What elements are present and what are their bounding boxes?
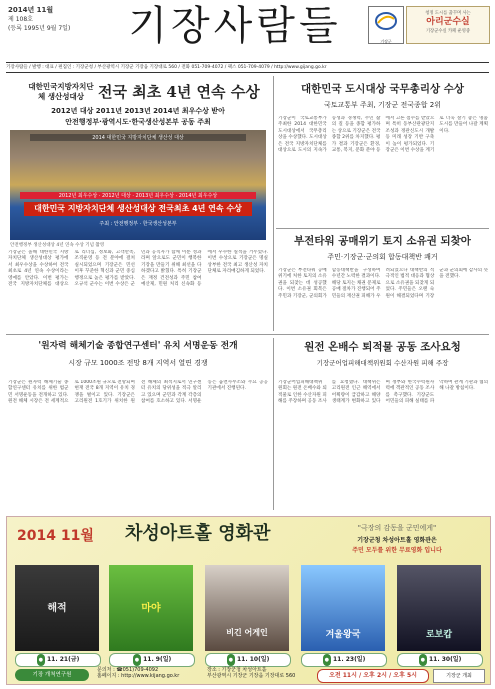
- screening-date-2: [109, 653, 195, 667]
- issue-number: 제 108호: [8, 16, 33, 23]
- registration: (등록 1995년 9월 7일): [8, 25, 71, 32]
- article3-sub: 주민·기장군·군의회 합동대책반 쾌거: [327, 253, 438, 261]
- screening-date-4: [301, 653, 387, 667]
- ad-times: 오전 11시 / 오후 2시 / 오후 5시: [317, 669, 429, 683]
- column-divider: [273, 76, 274, 331]
- newspaper-title: 기장사람들: [128, 3, 342, 49]
- article1-sub1: 2012년 대상 2011년 2013년 2014년 최우수상 받아: [51, 107, 225, 115]
- promo-sub: 기장군수실 카페 운영중: [425, 29, 471, 34]
- photo-banner-foot: 주최 : 안전행정부 · 한국생산성본부: [99, 221, 177, 227]
- photo-banner-top: 2014 대한민국 지방자치단체 생산성 대상: [30, 134, 246, 141]
- movie-poster-3[interactable]: [205, 565, 289, 651]
- movie-title-3: 비긴 어게인: [226, 628, 268, 637]
- screening-badge-4: ●: [323, 654, 331, 666]
- article4-body: 기장군은 원자력 해체기술 종합연구센터 유치를 위한 범군민 서명운동을 전개하고 있다. 원전 해체 시장은 전 세계적으로 1000조원 규모로 전망되며 현재 전국 8개 지역이 유치 경쟁을 벌이고 있다. 기장군은 고리원전 1호기가 위치한 원전 해체의 최적지로서 연구센터 유치의 당위성을 적극 알리고 있으며 군민과 각계 각층의 참여를 호소하고 있다. 서명운동은 읍면사무소와 주요 공공기관에서 진행된다.: [8, 380, 268, 405]
- column-divider-2: [273, 338, 274, 510]
- movie-title-1: 해적: [47, 603, 67, 614]
- article1-sub2: 안전행정부·광역시도·한국생산성본부 공동 주최: [65, 118, 211, 126]
- ad-slogan: "극장의 감동을 군민에게": [357, 524, 437, 532]
- article2-body: 기장군이 국토교통부가 주최한 2014 대한민국 도시대상에서 국무총리상을 수상했다. 도시대상은 전국 지방자치단체를 대상으로 도시의 지속가능성과 경쟁력, 주민 삶의 질 등을 종합 평가하는 상으로 기장군은 전국 종합 2위를 차지했다. 평가 결과 기장군은 환경, 교통, 복지, 문화 분야 등에서 고른 점수를 받았으며 특히 동부산관광단지 조성과 정관신도시 개발 등 미래 성장 기반 구축이 높이 평가되었다. 기장군은 이번 수상을 계기로 더욱 살기 좋은 명품 도시를 만들어 나갈 계획이다.: [278, 116, 488, 154]
- logo-caption: 기장군: [380, 39, 392, 44]
- screening-badge-3: ●: [227, 654, 235, 666]
- article-land-ownership: [276, 232, 489, 268]
- article4-sub: 시장 규모 1000조 전망 8개 지역서 열띤 경쟁: [68, 359, 208, 367]
- article2-headline: 대한민국 도시대상 국무총리상 수상: [300, 83, 465, 95]
- movie-poster-1[interactable]: [15, 565, 99, 651]
- publisher-info-bar: 기장사람들 / 발행 : 대표 / 편집인 : 기장군청 / 부산광역시 기장군 기장읍 기장대로 560 / 전화 051-709-4072 / 팩스 051-709-4079 / http://www.gijang.go.kr: [6, 62, 489, 73]
- photo-caption: 안전행정부 생산성대상 4년 연속 수상 기념 촬영: [10, 243, 105, 248]
- article2-sub: 국토교통부 주최, 기장군 전국종합 2위: [323, 101, 441, 109]
- horizontal-divider: [6, 334, 489, 335]
- ad-website: 홈페이지 : http://www.kijang.go.kr: [97, 673, 180, 679]
- article5-body: 기장군어업피해대책위원회는 원전 온배수와 퇴적물로 인한 수산자원 피해를 주장하며 공동 조사를 요청했다. 대책위는 고리원전 인근 해역에서 어획량이 급감하고 해양 생태계가 변화하고 있다며 정부와 한국수력원자력에 객관적인 공동 조사를 촉구했다. 기장군도 어민들의 피해 실태를 파악하여 관계 기관과 협의해 나갈 방침이다.: [278, 380, 488, 405]
- screening-date-2-text: 11. 9(일): [143, 656, 172, 663]
- ad-month: 2014 11월: [17, 528, 94, 544]
- photo-banner-main: 대한민국 지방자치단체 생산성대상 전국최초 4년 연속 수상: [24, 202, 252, 216]
- ad-address: 부산광역시 기장군 기장읍 기장대로 560: [207, 673, 296, 679]
- movie-title-4: 겨울왕국: [325, 630, 361, 640]
- article1-kicker: 대한민국지방자치단체 생산성대상: [28, 82, 94, 101]
- article3-headline: 부전타워 공매위기 토지 소유권 되찾아: [294, 235, 471, 247]
- promo-box[interactable]: [406, 6, 490, 44]
- ad-subslogan: 기장군청 차성아트홀 영화관은: [357, 537, 437, 544]
- section-divider: [276, 228, 489, 229]
- screening-date-5-text: 11. 30(일): [429, 656, 462, 663]
- ad-place-name: 장소 : 기장군청 차성아트홀: [207, 667, 267, 673]
- issue-date: 2014년 11월: [8, 6, 54, 14]
- screening-badge-1: ●: [37, 654, 45, 666]
- movie-title-5: 로보캅: [425, 630, 453, 640]
- gijang-logo-icon: [369, 7, 403, 35]
- ad-place: [207, 667, 317, 679]
- screening-badge-5: ●: [419, 654, 427, 666]
- masthead-meta: [8, 6, 98, 33]
- article-fishery-damage: [276, 338, 489, 378]
- ad-inquiry: 문의처 : ☎051)709-4092: [97, 667, 159, 673]
- article4-headline: '원자력 해체기술 종합연구센터' 유치 서명운동 전개: [38, 341, 238, 351]
- photo-banner-mid: 2012년 최우수상 · 2012년 대상 · 2013년 최우수상 · 2014년 최우수상: [20, 192, 256, 199]
- movie-title-2: 마야: [141, 603, 161, 614]
- movie-poster-4[interactable]: [301, 565, 385, 651]
- article-nuclear-center: [6, 338, 270, 378]
- cinema-advertisement[interactable]: [6, 516, 491, 685]
- ad-title: 차성아트홀 영화관: [125, 523, 271, 544]
- screening-badge-2: ●: [133, 654, 141, 666]
- article5-headline: 원전 온배수 퇴적물 공동 조사요청: [304, 341, 461, 353]
- promo-main: 아리군수실: [426, 17, 470, 27]
- article5-sub: 기장군어업피해대책위원회 수산자원 피해 주장: [316, 359, 449, 367]
- ad-right-badge: 기장군 개최: [433, 669, 485, 683]
- ad-left-badge: 기장 개척연구원: [15, 669, 89, 681]
- ad-subslogan-2: 주민 모두를 위한 무료영화 입니다: [352, 547, 442, 554]
- article-urban-award: [276, 76, 489, 116]
- article-productivity-award: [6, 76, 270, 256]
- movie-poster-5[interactable]: [397, 565, 481, 651]
- promo-top: 청정 도시를 꿈꾸며 사는: [425, 11, 471, 16]
- screening-date-1-text: 11. 21(금): [47, 656, 80, 663]
- screening-date-3-text: 11. 10(일): [237, 656, 270, 663]
- movie-poster-2[interactable]: [109, 565, 193, 651]
- article3-body: 기장군은 부전타워 공매 위기에 처한 토지의 소유권을 되찾는 데 성공했다. 이번 소유권 회복은 주민과 기장군, 군의회가 합동대책반을 구성하여 수년간 노력한 결과이다. 해당 토지는 채권 문제로 공매 절차가 진행되어 주민들의 재산권 피해가 우려되었으나 대책반의 적극적인 법적 대응과 협상으로 소유권을 되찾게 되었다. 주민들은 오랜 숙원이 해결되었다며 기장군과 군의회에 감사의 뜻을 전했다.: [278, 268, 488, 299]
- article1-body: 기장군은 올해 대한민국 지방자치단체 생산성대상 평가에서 최우수상을 수상하여 전국 최초로 4년 연속 수상이라는 영예를 안았다. 이번 평가는 전국 지방자치단체를 대상으로 리더십, 정보화, 고객만족, 조직운영 등 전 분야에 걸쳐 실시되었으며 기장군은 민선 이후 꾸준한 혁신과 군민 중심 행정으로 높은 평가를 받았다. 오규석 군수는 이번 수상은 군민과 공직자가 함께 이룬 성과라며 앞으로도 군민이 행복한 기장을 만들기 위해 최선을 다하겠다고 밝혔다. 특히 기장군은 재정 건전성과 주민 참여 예산제, 민원 처리 신속화 등에서 우수한 실적을 거두었다. 이번 수상으로 기장군은 명실상부한 전국 최고 생산성 자치단체로 자리매김하게 되었다.: [8, 250, 268, 288]
- screening-date-4-text: 11. 23(일): [333, 656, 366, 663]
- screening-date-5: [397, 653, 483, 667]
- screening-date-1: [15, 653, 101, 667]
- gijang-logo: [368, 6, 404, 44]
- award-ceremony-photo: [10, 130, 266, 240]
- screening-date-3: [205, 653, 291, 667]
- article1-headline: 전국 최초 4년 연속 수상: [98, 83, 260, 101]
